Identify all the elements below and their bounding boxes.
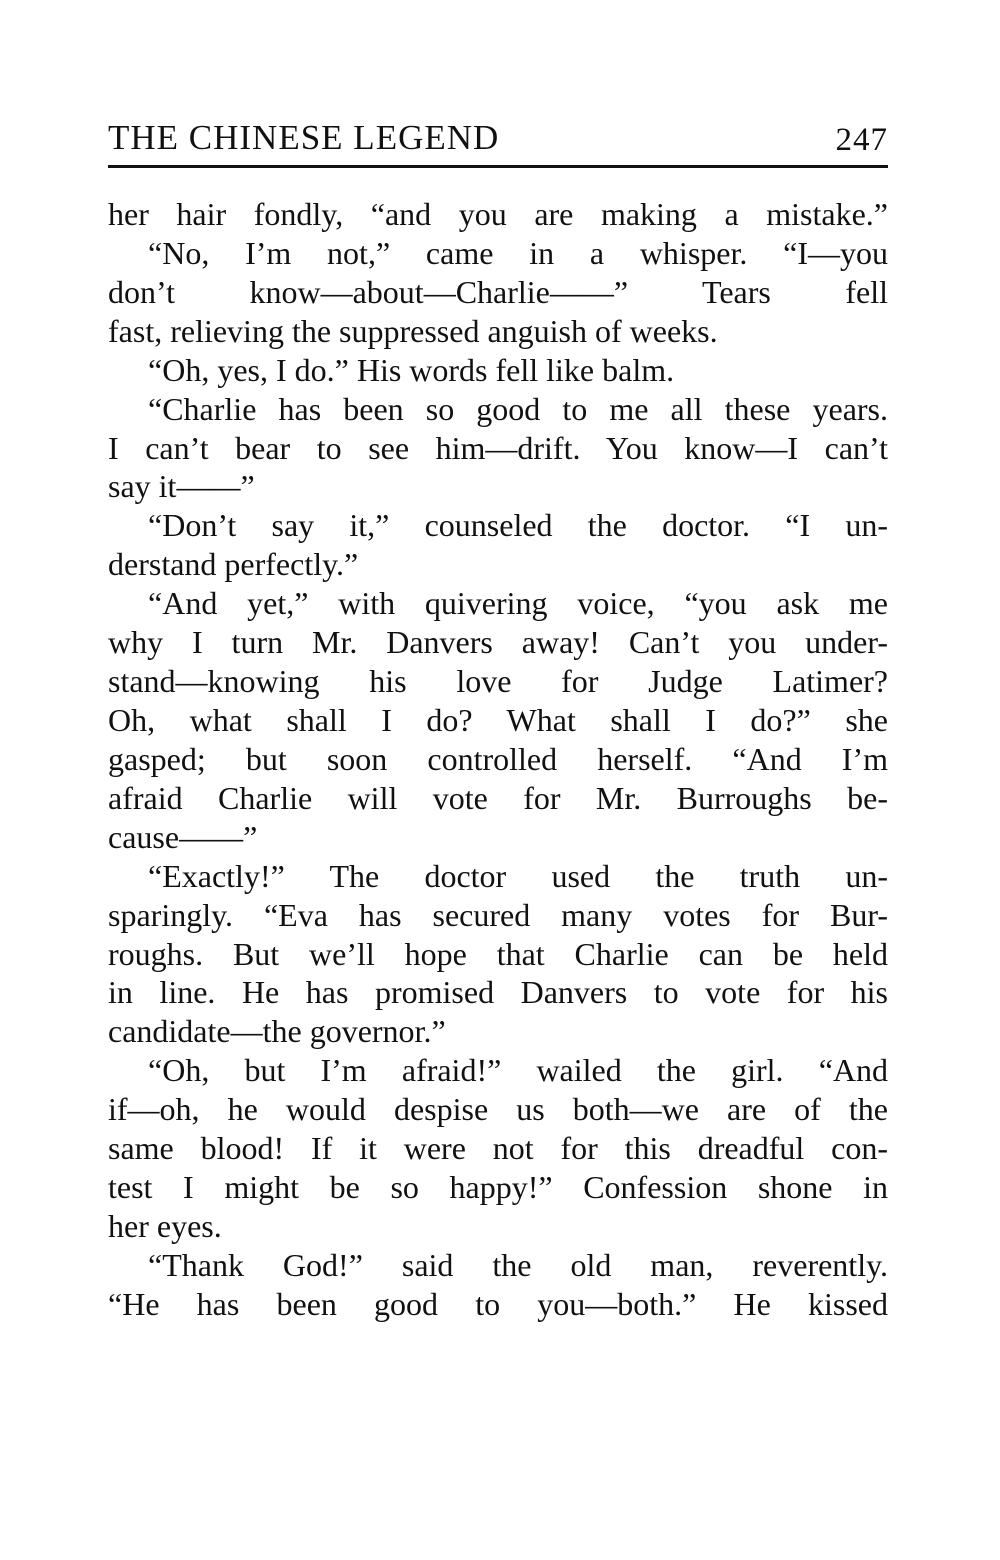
text-line: afraid Charlie will vote for Mr. Burroughs be- bbox=[108, 779, 888, 816]
text-line: “Oh, yes, I do.” His words fell like balm. bbox=[148, 351, 675, 388]
text-line: “No, I’m not,” came in a whisper. “I—you bbox=[148, 234, 888, 271]
text-line: “He has been good to you—both.” He kissed bbox=[108, 1285, 888, 1322]
text-line: “Charlie has been so good to me all these years. bbox=[148, 390, 888, 427]
text-line: “Thank God!” said the old man, reverently. bbox=[148, 1246, 888, 1283]
text-line: cause——” bbox=[108, 818, 258, 855]
text-line: test I might be so happy!” Confession shone in bbox=[108, 1169, 888, 1206]
text-line: don’t know—about—Charlie——” Tears fell bbox=[108, 273, 888, 310]
text-line: roughs. But we’ll hope that Charlie can be held bbox=[108, 935, 888, 972]
header-rule bbox=[108, 165, 888, 168]
text-line: her hair fondly, “and you are making a mistake.” bbox=[108, 196, 888, 232]
text-line: stand—knowing his love for Judge Latimer? bbox=[108, 663, 888, 700]
body-text bbox=[108, 195, 888, 1324]
text-line: if—oh, he would despise us both—we are of the bbox=[108, 1091, 888, 1128]
text-line: sparingly. “Eva has secured many votes for Bur- bbox=[108, 896, 888, 933]
text-line: I can’t bear to see him—drift. You know—I can’t bbox=[108, 429, 888, 466]
text-line: candidate—the governor.” bbox=[108, 1013, 446, 1050]
text-line: say it——” bbox=[108, 468, 255, 505]
text-line: why I turn Mr. Danvers away! Can’t you under- bbox=[108, 624, 888, 661]
running-title: THE CHINESE LEGEND bbox=[108, 118, 500, 157]
text-line: in line. He has promised Danvers to vote for his bbox=[108, 974, 888, 1011]
text-line: same blood! If it were not for this dreadful con- bbox=[108, 1130, 888, 1167]
text-line: gasped; but soon controlled herself. “And I’m bbox=[108, 740, 888, 777]
text-line: “Don’t say it,” counseled the doctor. “I un- bbox=[148, 507, 888, 544]
text-line: derstand perfectly.” bbox=[108, 546, 359, 583]
page-number: 247 bbox=[835, 122, 888, 158]
text-line: fast, relieving the suppressed anguish of weeks. bbox=[108, 312, 718, 349]
text-line: “And yet,” with quivering voice, “you ask me bbox=[148, 585, 888, 622]
running-head bbox=[108, 112, 888, 164]
text-line: “Exactly!” The doctor used the truth un- bbox=[148, 857, 888, 894]
text-line: Oh, what shall I do? What shall I do?” she bbox=[108, 701, 888, 738]
text-line: her eyes. bbox=[108, 1207, 222, 1244]
text-line: “Oh, but I’m afraid!” wailed the girl. “And bbox=[148, 1052, 888, 1089]
